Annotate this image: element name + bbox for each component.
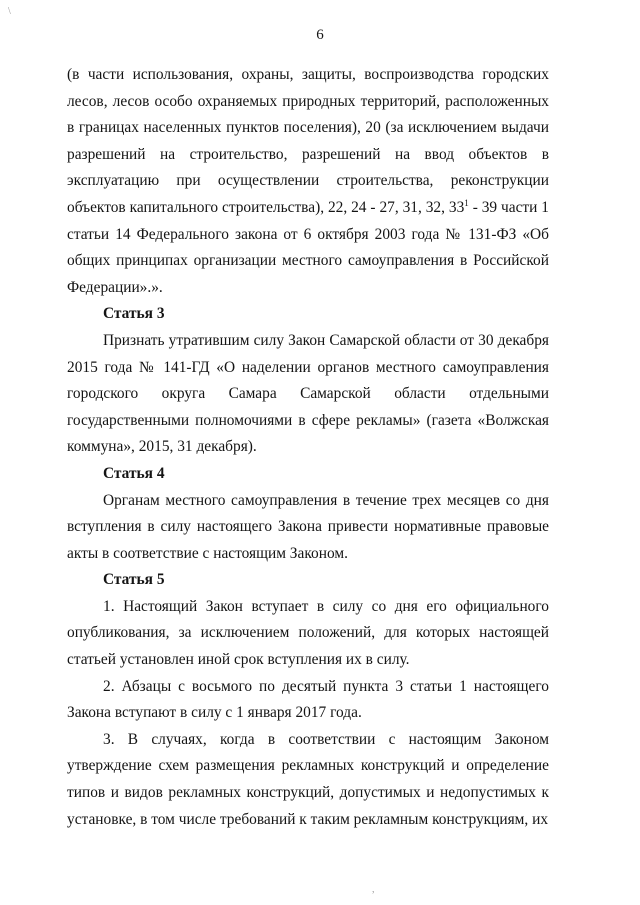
- article-5-paragraph-3: 3. В случаях, когда в соответствии с настоящим Законом утверждение схем размещения рекламных конструкций и определение типов и видов рекламных конструкций, допустимых и недопустимых к установке, в том числе требований к таким рекламным конструкциям, их: [67, 730, 549, 828]
- continued-text-part2: - 39 части 1 статьи 14 Федерального закона от 6 октября 2003 года № 131-ФЗ «Об общих принципах организации местного самоуправления в Российской Федерации».».: [67, 198, 549, 296]
- document-body: [67, 62, 549, 833]
- article-5-paragraph-2: 2. Абзацы с восьмого по десятый пункта 3 статьи 1 настоящего Закона вступают в силу с 1 января 2017 года.: [67, 677, 549, 722]
- scan-mark-top-left: \: [8, 6, 11, 17]
- superscript-1: 1: [464, 197, 469, 208]
- heading-article-5: Статья 5: [103, 571, 165, 589]
- continued-text-part1: (в части использования, охраны, защиты, воспроизводства городских лесов, лесов особо охраняемых природных территорий, расположенных в границах населенных пунктов поселения), 20 (за исключением выдачи разрешений на строительство, разрешений на ввод объектов в эксплуатацию при осуществлении строительства, реконструкции объектов капитального строительства), 22, 24 - 27, 31, 32, 33: [67, 66, 549, 216]
- scan-mark-bottom: ,: [372, 884, 375, 895]
- article-3-text: Признать утратившим силу Закон Самарской области от 30 декабря 2015 года № 141-ГД «О наделении органов местного самоуправления городского округа Самара Самарской области отдельными государственными полномочиями в сфере рекламы» (газета «Волжская коммуна», 2015, 31 декабря).: [67, 331, 549, 456]
- continued-paragraph: [67, 62, 549, 301]
- heading-article-3: Статья 3: [103, 305, 165, 323]
- page-number: 6: [316, 27, 324, 43]
- article-4-text: Органам местного самоуправления в течение трех месяцев со дня вступления в силу настоящего Закона привести нормативные правовые акты в соответствие с настоящим Законом.: [67, 491, 549, 562]
- article-5-paragraph-1: 1. Настоящий Закон вступает в силу со дня его официального опубликования, за исключением положений, для которых настоящей статьей установлен иной срок вступления их в силу.: [67, 597, 549, 669]
- heading-article-4: Статья 4: [103, 464, 165, 482]
